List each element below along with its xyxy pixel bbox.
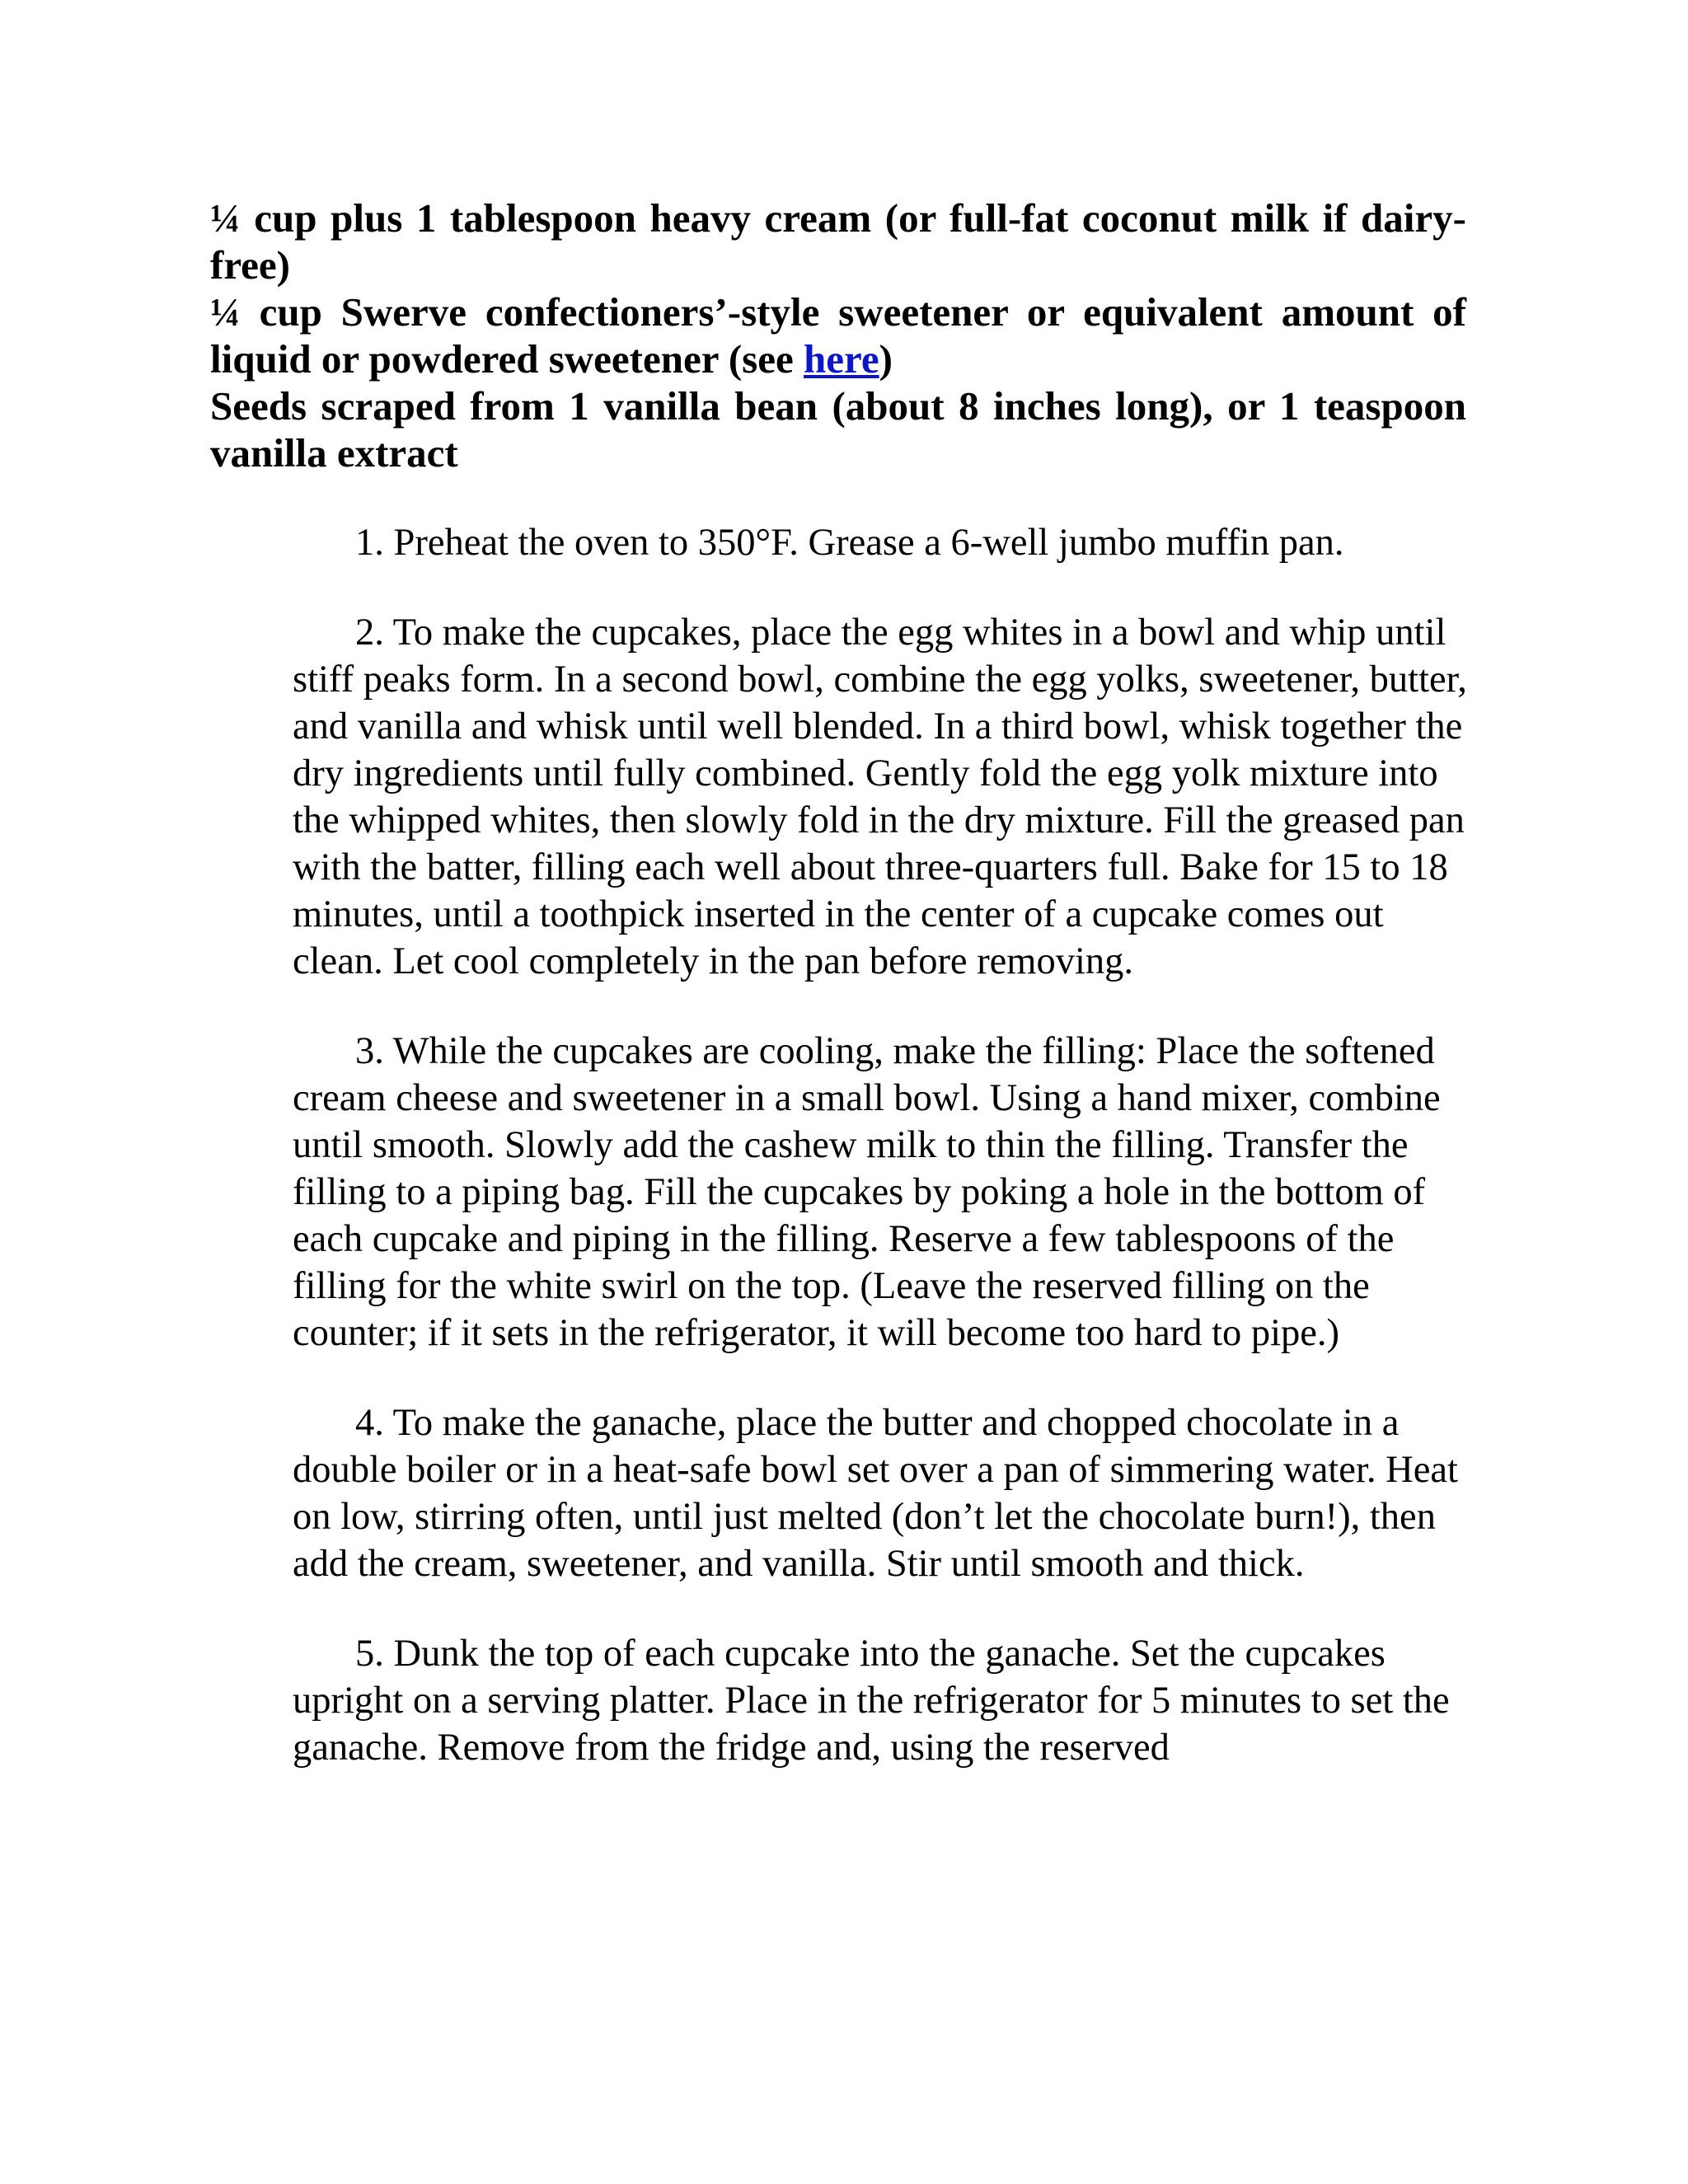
ingredient-sweetener [210,288,1466,382]
ingredient-list [210,194,1466,476]
step-5: 5. Dunk the top of each cupcake into the ganache. Set the cupcakes upright on a serving platter. Place in the refrigerator for 5 minutes to set the ganache. Remove from the fridge and, using the reserved [293,1633,1450,1769]
ingredient-sweetener-text: ¼ cup Swerve confectioners’-style sweetener or equivalent amount of liquid or powdered sweetener (see [210,289,1466,382]
step-3: 3. While the cupcakes are cooling, make the filling: Place the softened cream cheese and sweetener in a small bowl. Using a hand mixer, combine until smooth. Slowly add the cashew milk to thin the filling. Transfer the filling to a piping bag. Fill the cupcakes by poking a hole in the bottom of each cupcake and piping in the filling. Reserve a few tablespoons of the filling for the white swirl on the top. (Leave the reserved filling on the counter; if it sets in the refrigerator, it will become too hard to pipe.) [293,1030,1441,1354]
ingredient-sweetener-close: ) [879,336,893,382]
instruction-steps [293,519,1471,1814]
here-link[interactable]: here [803,336,879,382]
ingredient-heavy-cream: ¼ cup plus 1 tablespoon heavy cream (or full-fat coconut milk if dairy-free) [210,195,1466,288]
step-1: 1. Preheat the oven to 350°F. Grease a 6-well jumbo muffin pan. [355,522,1344,564]
step-4: 4. To make the ganache, place the butter and chopped chocolate in a double boiler or in a heat-safe bowl set over a pan of simmering water. Heat on low, stirring often, until just melted (don’t let the chocolate burn!), then add the cream, sweetener, and vanilla. Stir until smooth and thick. [293,1402,1458,1585]
step-2: 2. To make the cupcakes, place the egg whites in a bowl and whip until stiff peaks form. In a second bowl, combine the egg yolks, sweetener, butter, and vanilla and whisk until well blended. In a third bowl, whisk together the dry ingredients until fully combined. Gently fold the egg yolk mixture into the whipped whites, then slowly fold in the dry mixture. Fill the greased pan with the batter, filling each well about three-quarters full. Bake for 15 to 18 minutes, until a toothpick inserted in the center of a cupcake comes out clean. Let cool completely in the pan before removing. [293,612,1467,982]
ingredient-vanilla: Seeds scraped from 1 vanilla bean (about 8 inches long), or 1 teaspoon vanilla extract [210,383,1466,476]
